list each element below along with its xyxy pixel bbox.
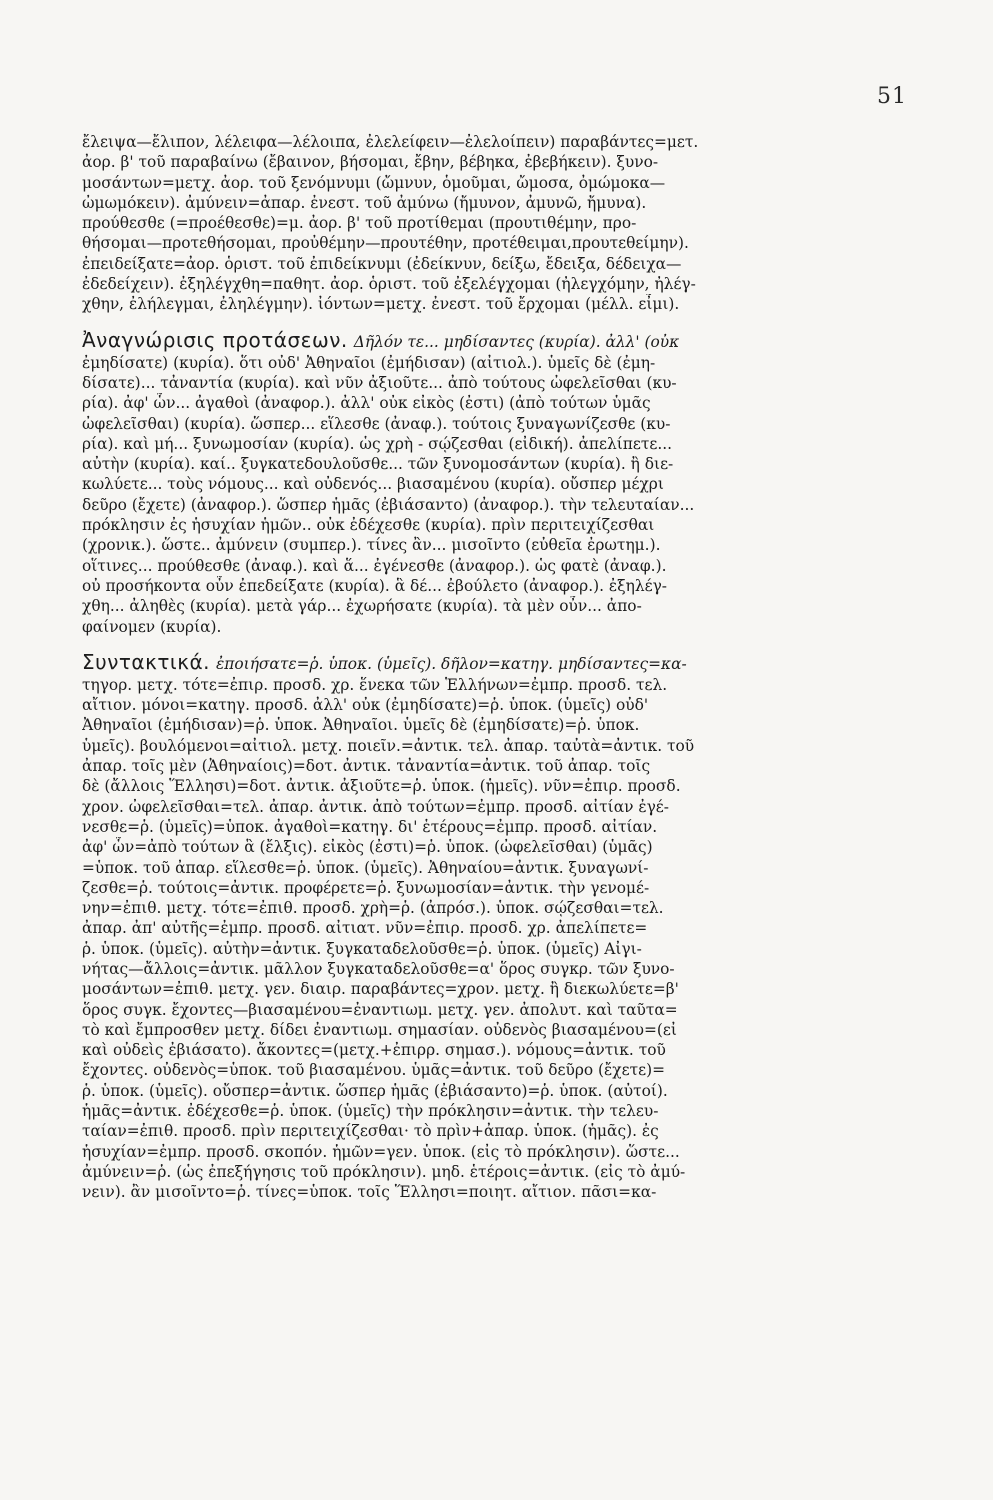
recognition-line: (χρονικ.). ὥστε.. ἀμύνειν (συμπερ.). τίνες ἂν... μισοῖντο (εὐθεῖα ἐρωτημ.).	[82, 536, 661, 555]
page-text	[82, 132, 912, 1203]
recognition-line: κωλύετε... τοὺς νόμους... καὶ οὐδενός... βιασαμένου (κυρία). οὔσπερ μέχρι	[82, 475, 664, 494]
syntax-line: ἡμᾶς=ἀντικ. ἐδέχεσθε=ῥ. ὑποκ. (ὑμεῖς) τὴν πρόκλησιν=ἀντικ. τὴν τελευ-	[82, 1102, 659, 1121]
vocabulary-line: θήσομαι—προτεθήσομαι, προὐθέμην—προυτέθην, προτέθειμαι,προυτεθείμην).	[82, 234, 689, 253]
syntax-line: ῥ. ὑποκ. (ὑμεῖς). οὔσπερ=ἀντικ. ὥσπερ ἡμᾶς (ἐβιάσαντο)=ῥ. ὑποκ. (αὐτοί).	[82, 1081, 668, 1100]
vocabulary-line: χθην, ἐλήλεγμαι, ἐληλέγμην). ἰόντων=μετχ. ἐνεστ. τοῦ ἔρχομαι (μέλλ. εἶμι).	[82, 295, 680, 314]
recognition-line: χθη... ἀληθὲς (κυρία). μετὰ γάρ... ἐχωρήσατε (κυρία). τὰ μὲν οὖν... ἀπο-	[82, 597, 642, 616]
recognition-section	[82, 327, 912, 637]
vocabulary-line: ἀορ. β' τοῦ παραβαίνω (ἔβαινον, βήσομαι, ἔβην, βέβηκα, ἐβεβήκειν). ξυνο-	[82, 153, 659, 172]
vocabulary-line: μοσάντων=μετχ. ἀορ. τοῦ ξενόμνυμι (ὤμνυν, ὁμοῦμαι, ὤμοσα, ὀμώμοκα—	[82, 173, 666, 192]
syntax-line: καὶ οὐδεὶς ἐβιάσατο). ἄκοντες=(μετχ.+ἐπιρρ. σημασ.). νόμους=ἀντικ. τοῦ	[82, 1041, 666, 1060]
syntax-line: νειν). ἂν μισοῖντο=ῥ. τίνες=ὑποκ. τοῖς Ἕλλησι=ποιητ. αἴτιον. πᾶσι=κα-	[82, 1183, 657, 1202]
syntax-line: ὑμεῖς). βουλόμενοι=αἰτιολ. μετχ. ποιεῖν.=ἀντικ. τελ. ἀπαρ. ταὐτὰ=ἀντικ. τοῦ	[82, 736, 695, 755]
syntax-line: ἀπαρ. ἀπ' αὐτῆς=ἐμπρ. προσδ. αἰτιατ. νῦν=ἐπιρ. προσδ. χρ. ἀπελίπετε=	[82, 919, 648, 938]
vocabulary-line: ἐπειδείξατε=ἀορ. ὁριστ. τοῦ ἐπιδείκνυμι (ἐδείκνυν, δείξω, ἔδειξα, δέδειχα—	[82, 254, 682, 273]
syntax-line: Ἀθηναῖοι (ἐμήδισαν)=ῥ. ὑποκ. Ἀθηναῖοι. ὑμεῖς δὲ (ἐμηδίσατε)=ῥ. ὑποκ.	[82, 716, 640, 735]
syntax-line: ἡσυχίαν=ἐμπρ. προσδ. σκοπόν. ἡμῶν=γεν. ὑποκ. (εἰς τὸ πρόκλησιν). ὥστε...	[82, 1142, 680, 1161]
vocabulary-line: ὠμωμόκειν). ἀμύνειν=ἀπαρ. ἐνεστ. τοῦ ἀμύνω (ἤμυνον, ἀμυνῶ, ἤμυνα).	[82, 193, 647, 212]
recognition-line: δίσατε)... τἀναντία (κυρία). καὶ νῦν ἀξιοῦτε... ἀπὸ τούτους ὠφελεῖσθαι (κυ-	[82, 373, 677, 392]
syntax-line: μοσάντων=ἐπιθ. μετχ. γεν. διαιρ. παραβάντες=χρον. μετχ. ἢ διεκωλύετε=β'	[82, 980, 679, 999]
recognition-line: ἐμηδίσατε) (κυρία). ὅτι οὐδ' Ἀθηναῖοι (ἐμήδισαν) (αἰτιολ.). ὑμεῖς δὲ (ἐμη-	[82, 353, 656, 372]
syntax-line: ζεσθε=ῥ. τούτοις=ἀντικ. προφέρετε=ῥ. ξυνωμοσίαν=ἀντικ. τὴν γενομέ-	[82, 878, 650, 897]
vocabulary-line: προύθεσθε (=προέθεσθε)=μ. ἀορ. β' τοῦ προτίθεμαι (προυτιθέμην, προ-	[82, 214, 637, 233]
syntax-line: χρον. ὠφελεῖσθαι=τελ. ἀπαρ. ἀντικ. ἀπὸ τούτων=ἐμπρ. προσδ. αἰτίαν ἐγέ-	[82, 797, 669, 816]
recognition-line: πρόκλησιν ἐς ἡσυχίαν ἡμῶν.. οὐκ ἐδέχεσθε (κυρία). πρὶν περιτειχίζεσθαι	[82, 516, 655, 535]
syntax-line: ἀπαρ. τοῖς μὲν (Ἀθηναίοις)=δοτ. ἀντικ. τἀναντία=ἀντικ. τοῦ ἀπαρ. τοῖς	[82, 757, 651, 776]
recognition-line: ὠφελεῖσθαι) (κυρία). ὥσπερ... εἵλεσθε (ἀναφ.). τούτοις ξυναγωνίζεσθε (κυ-	[82, 414, 671, 433]
recognition-line: δεῦρο (ἔχετε) (ἀναφορ.). ὥσπερ ἡμᾶς (ἐβιάσαντο) (ἀναφορ.). τὴν τελευταίαν...	[82, 495, 695, 514]
vocabulary-section	[82, 132, 912, 315]
syntax-section	[82, 649, 912, 1203]
syntax-line: ῥ. ὑποκ. (ὑμεῖς). αὐτὴν=ἀντικ. ξυγκαταδελοῦσθε=ῥ. ὑποκ. (ὑμεῖς) Αἰγι-	[82, 939, 642, 958]
page-number: 51	[877, 84, 907, 109]
syntax-line: ὅρος συγκ. ἔχοντες—βιασαμένου=ἐναντιωμ. μετχ. γεν. ἀπολυτ. καὶ ταῦτα=	[82, 1000, 678, 1019]
syntax-line: =ὑποκ. τοῦ ἀπαρ. εἵλεσθε=ῥ. ὑποκ. (ὑμεῖς). Ἀθηναίου=ἀντικ. ξυναγωνί-	[82, 858, 649, 877]
recognition-heading: Ἀναγνώρισις προτάσεων.	[82, 327, 348, 352]
recognition-heading-line	[82, 327, 912, 353]
syntax-line: τὸ καὶ ἔμπροσθεν μετχ. δίδει ἐναντιωμ. σημασίαν. οὐδενὸς βιασαμένου=(εἰ	[82, 1020, 677, 1039]
recognition-line: ρία). καὶ μή... ξυνωμοσίαν (κυρία). ὡς χρὴ - σῴζεσθαι (εἰδική). ἀπελίπετε...	[82, 434, 672, 453]
syntax-line: νεσθε=ῥ. (ὑμεῖς)=ὑποκ. ἀγαθοὶ=κατηγ. δι' ἑτέρους=ἐμπρ. προσδ. αἰτίαν.	[82, 817, 658, 836]
syntax-line: ἔχοντες. οὐδενὸς=ὑποκ. τοῦ βιασαμένου. ὑμᾶς=ἀντικ. τοῦ δεῦρο (ἔχετε)=	[82, 1061, 665, 1080]
vocabulary-line: ἐδεδείχειν). ἐξηλέγχθη=παθητ. ἀορ. ὁριστ. τοῦ ἐξελέγχομαι (ἠλεγχόμην, ἠλέγ-	[82, 275, 696, 294]
syntax-heading-rest: ἐποιήσατε=ῥ. ὑποκ. (ὑμεῖς). δῆλον=κατηγ. μηδίσαντες=κα-	[216, 654, 687, 673]
syntax-line: αἴτιον. μόνοι=κατηγ. προσδ. ἀλλ' οὐκ (ἐμηδίσατε)=ῥ. ὑποκ. (ὑμεῖς) οὐδ'	[82, 696, 649, 715]
recognition-line: οἵτινες... προύθεσθε (ἀναφ.). καὶ ἅ... ἐγένεσθε (ἀναφορ.). ὡς φατὲ (ἀναφ.).	[82, 556, 667, 575]
syntax-heading: Συντακτικά.	[82, 649, 211, 674]
syntax-heading-line	[82, 649, 912, 675]
syntax-line: νήτας—ἄλλοις=ἀντικ. μᾶλλον ξυγκαταδελοῦσθε=α' ὅρος συγκρ. τῶν ξυνο-	[82, 959, 675, 978]
recognition-heading-rest: Δῆλόν τε... μηδίσαντες (κυρία). ἀλλ' (οὐκ	[353, 332, 680, 351]
recognition-line: οὐ προσήκοντα οὖν ἐπεδείξατε (κυρία). ἃ δέ... ἐβούλετο (ἀναφορ.). ἐξηλέγ-	[82, 576, 667, 595]
syntax-line: τηγορ. μετχ. τότε=ἐπιρ. προσδ. χρ. ἕνεκα τῶν Ἑλλήνων=ἐμπρ. προσδ. τελ.	[82, 675, 668, 694]
syntax-line: δὲ (ἄλλοις Ἕλλησι)=δοτ. ἀντικ. ἀξιοῦτε=ῥ. ὑποκ. (ἡμεῖς). νῦν=ἐπιρ. προσδ.	[82, 777, 681, 796]
syntax-line: ἀφ' ὧν=ἀπὸ τούτων ἃ (ἔλξις). εἰκὸς (ἐστι)=ῥ. ὑποκ. (ὠφελεῖσθαι) (ὑμᾶς)	[82, 838, 653, 857]
syntax-line: νην=ἐπιθ. μετχ. τότε=ἐπιθ. προσδ. χρὴ=ῥ. (ἀπρόσ.). ὑποκ. σῴζεσθαι=τελ.	[82, 899, 664, 918]
vocabulary-line: ἔλειψα—ἔλιπον, λέλειφα—λέλοιπα, ἐλελείφειν—ἐλελοίπειν) παραβάντες=μετ.	[82, 133, 699, 151]
recognition-line: φαίνομεν (κυρία).	[82, 617, 222, 636]
recognition-line: ρία). ἀφ' ὧν... ἀγαθοὶ (ἀναφορ.). ἀλλ' οὐκ εἰκὸς (ἐστι) (ἀπὸ τούτων ὑμᾶς	[82, 394, 651, 413]
syntax-line: ἀμύνειν=ῥ. (ὡς ἐπεξήγησις τοῦ πρόκλησιν). μηδ. ἑτέροις=ἀντικ. (εἰς τὸ ἀμύ-	[82, 1162, 686, 1181]
recognition-line: αὐτὴν (κυρία). καί.. ξυγκατεδουλοῦσθε... τῶν ξυνομοσάντων (κυρία). ἢ διε-	[82, 455, 674, 474]
syntax-line: ταίαν=ἐπιθ. προσδ. πρὶν περιτειχίζεσθαι· τὸ πρὶν+ἀπαρ. ὑποκ. (ἡμᾶς). ἐς	[82, 1122, 659, 1141]
